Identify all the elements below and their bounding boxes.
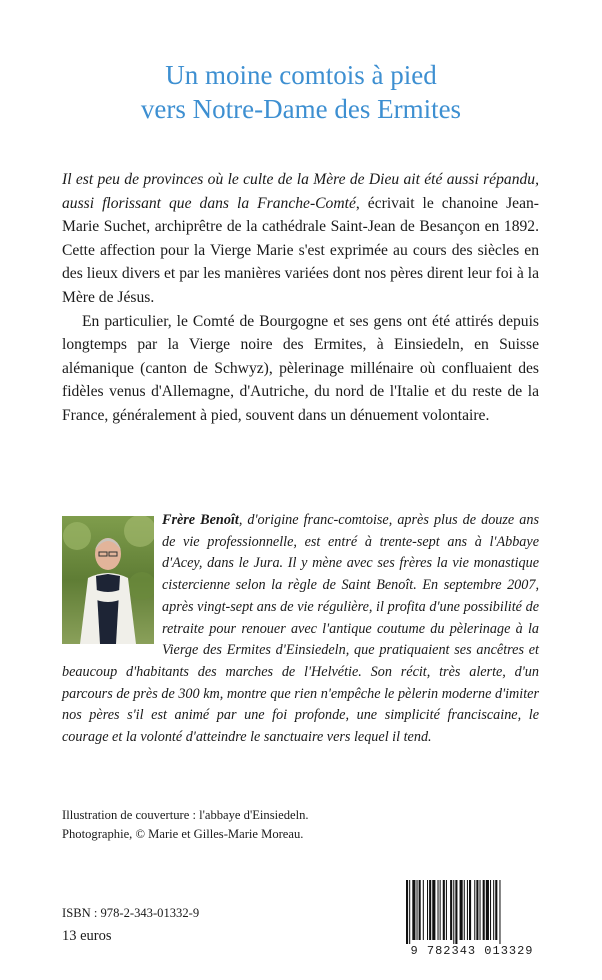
- barcode-bar: [443, 880, 445, 940]
- blurb-paragraph-2: En particulier, le Comté de Bourgogne et ses gens ont été attirés depuis longtemps par la Vierge noire des Ermites, à Einsiedeln, en Suisse alémanique (canton de Schwyz), pèlerinage millénaire où confluaient des fidèles venus d'Allemagne, d'Autriche, du nord de l'Italie et du reste de la France, généralement à pied, souvent dans un dénuement volontaire.: [62, 312, 539, 424]
- barcode-bar: [460, 880, 463, 940]
- barcode-bar: [429, 880, 431, 940]
- barcode-bar: [469, 880, 471, 940]
- barcode-bar: [419, 880, 421, 940]
- barcode-bar: [440, 880, 441, 940]
- blurb-quote: Il est peu de provinces où le culte de la Mère de Dieu ait été aussi répandu, aussi florissant que dans la Franche-Comté: [62, 171, 539, 212]
- barcode-bar: [427, 880, 428, 940]
- barcode-bar: [495, 880, 497, 940]
- barcode-bar: [450, 880, 452, 940]
- barcode-bar: [486, 880, 489, 940]
- barcode-bar: [432, 880, 435, 940]
- title-line-1: Un moine comtois à pied: [165, 60, 437, 90]
- barcode-bar: [464, 880, 465, 940]
- credits-line-2: Photographie, © Marie et Gilles-Marie Moreau.: [62, 826, 304, 841]
- barcode-bar: [490, 880, 491, 940]
- barcode-bar: [406, 880, 408, 944]
- price-text: 13 euros: [62, 928, 112, 944]
- barcode-bar: [483, 880, 485, 940]
- barcode-digits: 9 782343 013329: [410, 944, 534, 958]
- barcode-bar: [446, 880, 447, 940]
- barcode-bar: [474, 880, 475, 940]
- barcode-bar: [480, 880, 481, 940]
- barcode-bar: [467, 880, 468, 940]
- cover-credits: [62, 806, 309, 843]
- barcode-bar: [455, 880, 457, 944]
- title-line-2: vers Notre-Dame des Ermites: [140, 94, 462, 124]
- barcode-bar: [409, 880, 410, 944]
- book-title: [0, 58, 602, 126]
- isbn-text: ISBN : 978-2-343-01332-9: [62, 906, 200, 920]
- barcode-bar: [412, 880, 415, 940]
- photo-spacer: [62, 510, 162, 643]
- barcode-bar: [417, 880, 418, 940]
- author-bio: [62, 510, 539, 749]
- barcode-bar: [493, 880, 494, 940]
- barcode-bar: [476, 880, 478, 940]
- credits-line-1: Illustration de couverture : l'abbaye d'Einsiedeln.: [62, 808, 309, 822]
- author-name: Frère Benoît: [162, 512, 239, 528]
- barcode-bar: [423, 880, 424, 940]
- barcode-bar: [499, 880, 500, 944]
- blurb-p1-rest: , écrivait le chanoine Jean-Marie Suchet, archiprêtre de la cathédrale Saint-Jean de Besançon en 1892. Cette affection pour la Vierge Marie s'est exprimée au cours des siècles en des lieux divers et par les manières variées dont nos pères dirent leur foi à la Mère de Jésus.: [62, 194, 539, 306]
- blurb-paragraph-1: [62, 168, 539, 310]
- author-bio-text: , d'origine franc-comtoise, après plus de douze ans de vie professionnelle, est entré à trente-sept ans à l'Abbaye d'Acey, dans le Jura. Il y mène avec ses frères la vie monastique cistercienne selon la règle de Saint Benoît. En septembre 2007, après vingt-sept ans de vie régulière, il profita d'une possibilité de retraite pour renouer avec l'antique coutume du pèlerinage à la Vierge des Ermites d'Einsiedeln, que pratiquaient ses ancêtres et beaucoup d'habitants des marches de l'Helvétie. Son récit, très alerte, d'un parcours de près de 300 km, montre que rien n'empêche le pèlerin moderne d'imiter nos pères s'il est animé par une foi profonde, une simplicité franciscaine, le courage et la volonté d'atteindre le sanctuaire vers lequel il tend.: [62, 512, 540, 746]
- barcode-bar: [438, 880, 439, 940]
- back-cover-blurb: [62, 168, 539, 428]
- barcode-bar: [453, 880, 454, 944]
